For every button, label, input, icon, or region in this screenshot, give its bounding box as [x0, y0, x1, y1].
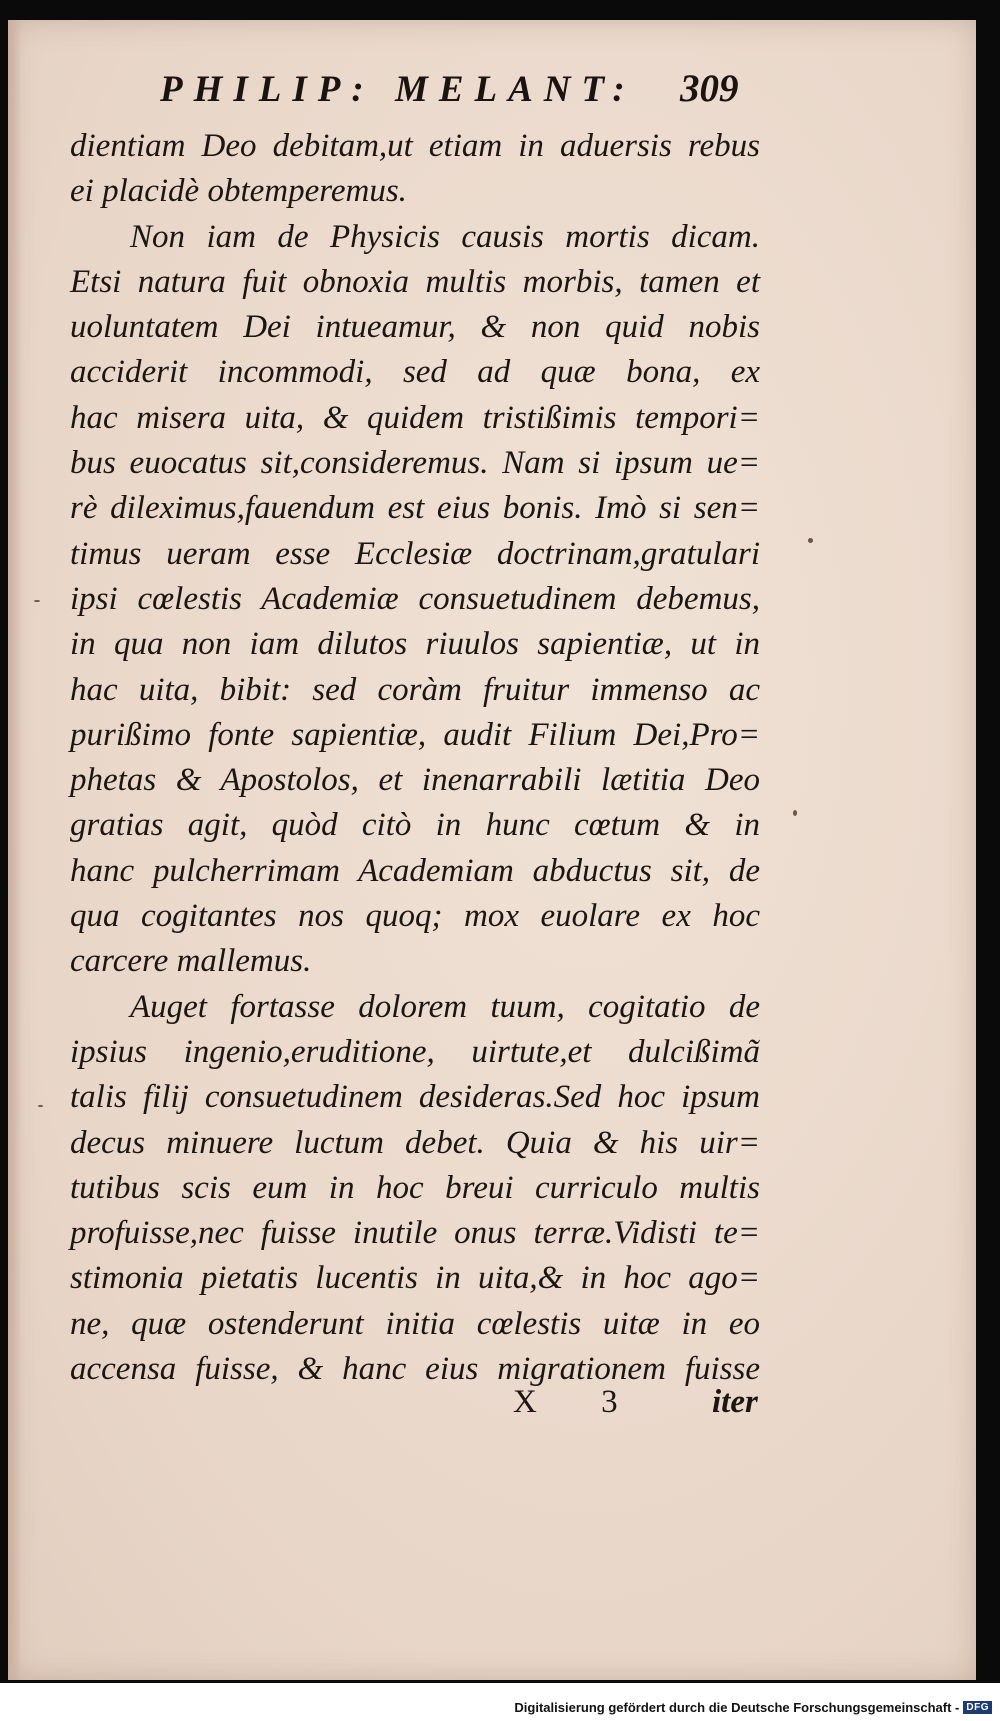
text-line: purißimo fonte sapientiæ, audit Filium Dei,Pro= [70, 716, 760, 753]
paper-speck [38, 1105, 43, 1107]
text-line: timus ueram esse Ecclesiæ doctrinam,gratulari [70, 535, 760, 572]
text-line: hac misera uita, & quidem tristißimis tempori= [70, 399, 760, 436]
text-line: accensa fuisse, & hanc eius migrationem fuisse [70, 1351, 760, 1388]
text-line: decus minuere luctum debet. Quia & his uir= [70, 1124, 760, 1161]
text-line: Non iam de Physicis causis mortis dicam. [130, 218, 760, 255]
text-line: ne, quæ ostenderunt initia cœlestis uitæ in eo [70, 1305, 760, 1342]
text-line: Etsi natura fuit obnoxia multis morbis, tamen et [70, 263, 760, 300]
text-line: gratias agit, quòd citò in hunc cœtum & in [70, 807, 760, 844]
paper-speck [808, 538, 813, 543]
body-text [70, 124, 760, 1392]
text-line: hanc pulcherrimam Academiam abductus sit, de [70, 852, 760, 889]
text-line: talis filij consuetudinem desideras.Sed hoc ipsum [70, 1079, 760, 1116]
text-line: dientiam Deo debitam,ut etiam in aduersis rebus [70, 128, 760, 164]
text-line: rè dileximus,fauendum est eius bonis. Imò si sen= [70, 490, 760, 527]
text-line: in qua non iam dilutos riuulos sapientiæ, ut in [70, 626, 760, 663]
text-line: stimonia pietatis lucentis in uita,& in hoc ago= [70, 1260, 760, 1297]
text-line: acciderit incommodi, sed ad quæ bona, ex [70, 354, 760, 391]
text-line: carcere mallemus. [70, 943, 312, 980]
text-line: ipsi cœlestis Academiæ consuetudinem debemus, [70, 580, 760, 617]
text-line: ipsius ingenio,eruditione, uirtute,et dulcißimã [70, 1033, 760, 1070]
footer-credit-text: Digitalisierung gefördert durch die Deutsche Forschungsgemeinschaft - [514, 1700, 960, 1715]
dfg-logo-icon: DFG [963, 1701, 992, 1714]
running-head: PHILIP: MELANT: [160, 69, 636, 110]
text-line: Auget fortasse dolorem tuum, cogitatio de [130, 988, 760, 1025]
text-line: ei placidè obtemperemus. [70, 173, 407, 210]
paper-speck [793, 810, 797, 816]
signature-mark: X 3 [513, 1384, 646, 1420]
text-line: profuisse,nec fuisse inutile onus terræ.Vidisti te= [70, 1215, 760, 1252]
text-line: tutibus scis eum in hoc breui curriculo multis [70, 1169, 760, 1206]
catchword: iter [712, 1384, 758, 1420]
text-line: qua cogitantes nos quoq; mox euolare ex hoc [70, 898, 760, 935]
footer-credit [514, 1700, 992, 1715]
catchline [0, 1384, 1000, 1430]
text-line: hac uita, bibit: sed coràm fruitur immenso ac [70, 671, 760, 708]
page-number: 309 [680, 67, 739, 110]
paper-speck [34, 600, 40, 602]
text-line: bus euocatus sit,consideremus. Nam si ipsum ue= [70, 445, 760, 482]
text-line: uoluntatem Dei intueamur, & non quid nobis [70, 309, 760, 346]
text-line: phetas & Apostolos, et inenarrabili lætitia Deo [70, 762, 760, 799]
